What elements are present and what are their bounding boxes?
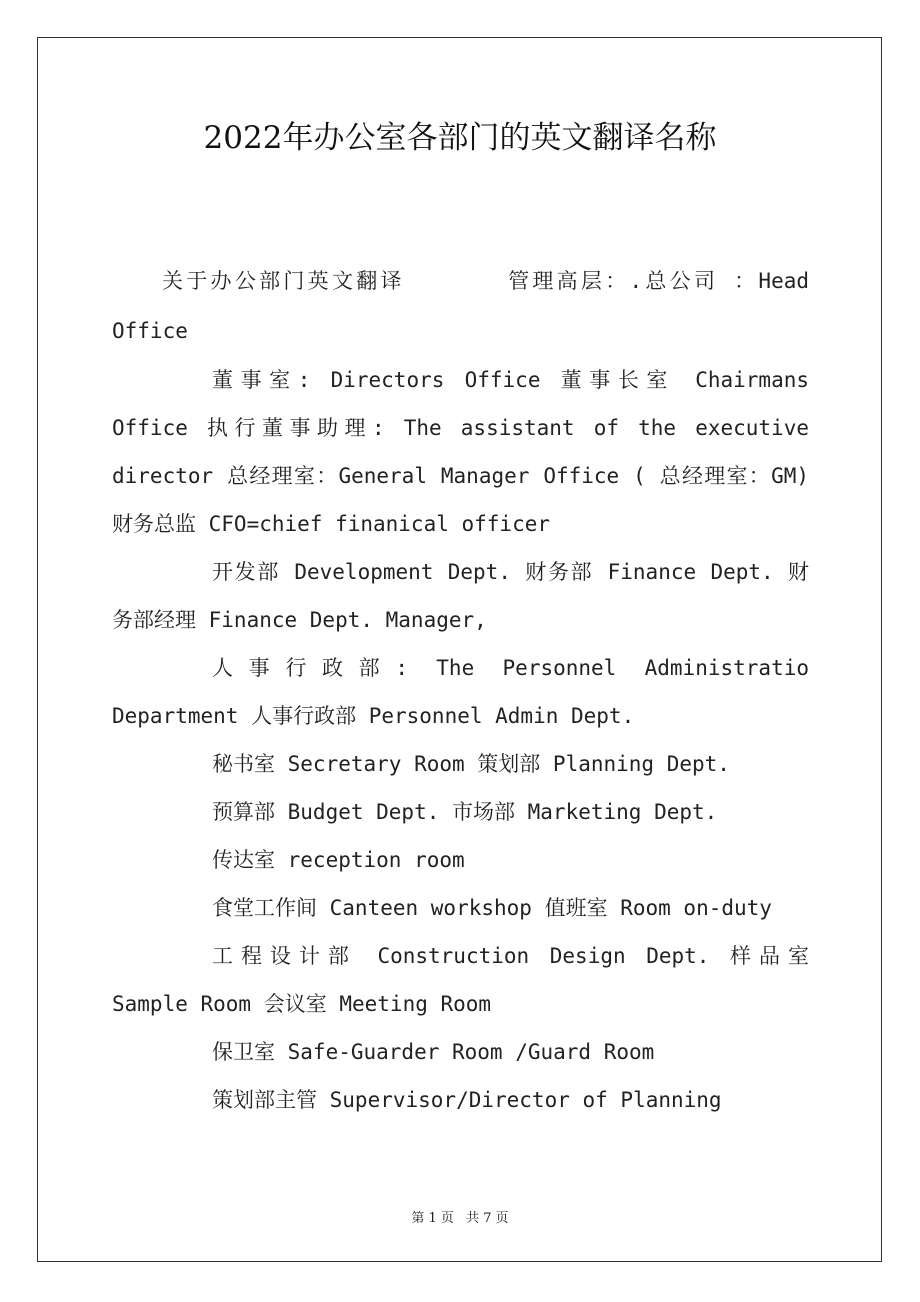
paragraph-personnel: 人事行政部: The Personnel Administratio Department 人事行政部 Personnel Admin Dept. [112,656,809,728]
document-body [112,256,809,1124]
paragraph-intro [112,256,809,356]
paragraph-guard: 保卫室 Safe-Guarder Room /Guard Room [212,1040,655,1064]
paragraph-planning-supervisor: 策划部主管 Supervisor/Director of Planning [212,1088,722,1112]
paragraph-secretary: 秘书室 Secretary Room 策划部 Planning Dept. [212,752,730,776]
paragraph-construction: 工程设计部 Construction Design Dept. 样品室 Sample Room 会议室 Meeting Room [112,944,809,1016]
paragraph-intro-lead: 关于办公部门英文翻译 [162,269,405,293]
page-number: 第 1 页 [411,1211,454,1226]
paragraph-reception: 传达室 reception room [212,848,465,872]
page-footer [0,1207,920,1226]
paragraph-budget: 预算部 Budget Dept. 市场部 Marketing Dept. [212,800,718,824]
document-title: 2022年办公室各部门的英文翻译名称 [203,120,717,156]
paragraph-directors: 董事室: Directors Office 董事长室 Chairmans Office 执行董事助理: The assistant of the executive director 总经理室：General Manager Office ( 总经理室：GM) 财务总监 CFO=chief finanical officer [112,368,809,536]
paragraph-intro-rest: 管理高层：.总公司 ：Head Office [112,269,810,343]
page-total: 共 7 页 [466,1211,509,1226]
paragraph-development: 开发部 Development Dept. 财务部 Finance Dept. 财务部经理 Finance Dept. Manager, [112,560,809,632]
paragraph-canteen: 食堂工作间 Canteen workshop 值班室 Room on-duty [212,896,772,920]
